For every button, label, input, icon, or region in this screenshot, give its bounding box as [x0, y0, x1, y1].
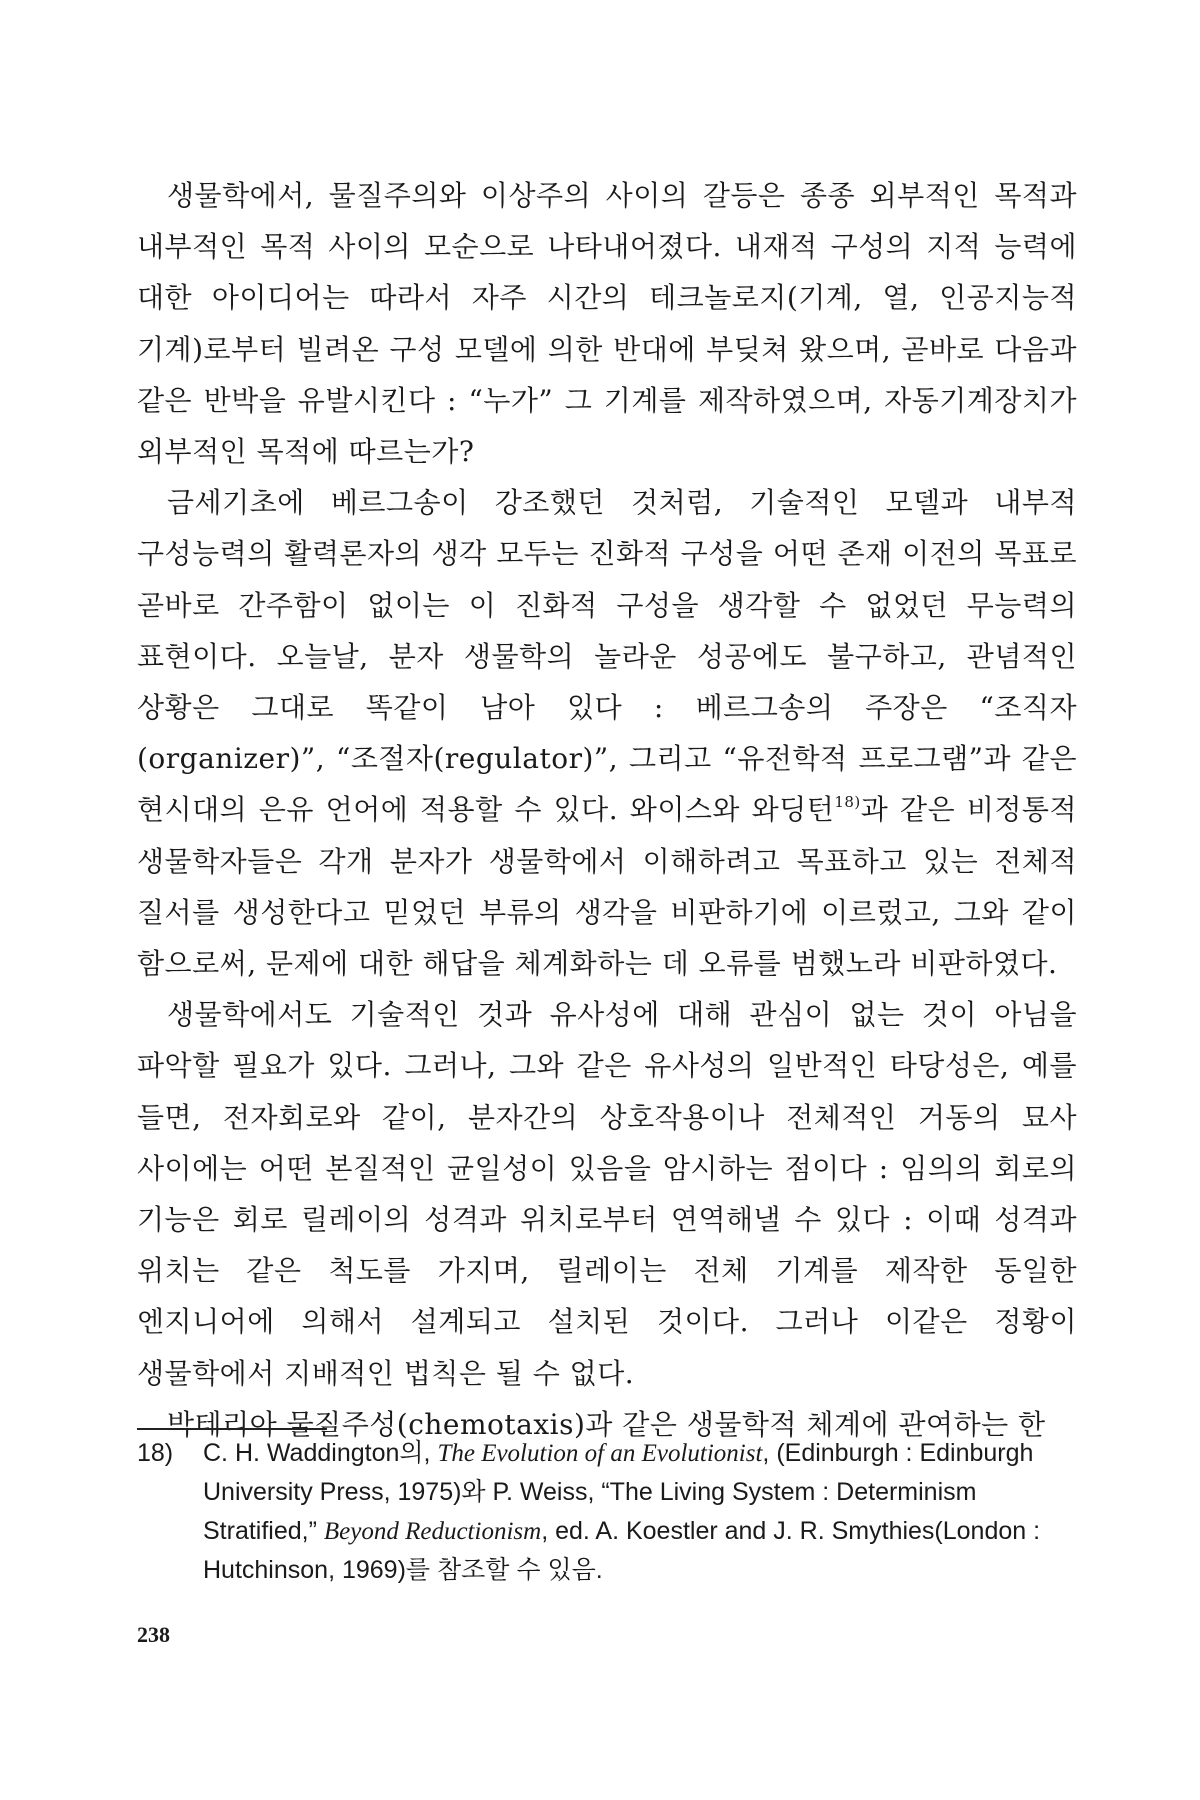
footnote-number: 18) — [137, 1439, 174, 1467]
paragraph-2 — [137, 477, 1077, 989]
paragraph-3: 생물학에서도 기술적인 것과 유사성에 대해 관심이 없는 것이 아님을 파악할 필요가 있다. 그러나, 그와 같은 유사성의 일반적인 타당성은, 예를 들면, 전자회로와 같이, 분자간의 상호작용이나 전체적인 거동의 묘사 사이에는 어떤 본질적인 균일성이 있음을 암시하는 점이다 : 임의의 회로의 기능은 회로 릴레이의 성격과 위치로부터 연역해낼 수 있다 : 이때 성격과 위치는 같은 척도를 가지며, 릴레이는 전체 기계를 제작한 동일한 엔지니어에 의해서 설계되고 설치된 것이다. 그러나 이같은 정황이 생물학에서 지배적인 법칙은 될 수 없다. — [137, 998, 1077, 1390]
paragraph-1: 생물학에서, 물질주의와 이상주의 사이의 갈등은 종종 외부적인 목적과 내부적인 목적 사이의 모순으로 나타내어졌다. 내재적 구성의 지적 능력에 대한 아이디어는 따라서 자주 시간의 테크놀로지(기계, 열, 인공지능적 기계)로부터 빌려온 구성 모델에 의한 반대에 부딪쳐 왔으며, 곧바로 다음과 같은 반박을 유발시킨다 : “누가” 그 기계를 제작하였으며, 자동기계장치가 외부적인 목적에 따르는가? — [137, 179, 1077, 469]
body-text — [137, 170, 1077, 1450]
footnote-body — [203, 1434, 1077, 1590]
footnote-book-title-2: Beyond Reductionism — [323, 1518, 542, 1545]
footnote-text-part-2: , (Edinburgh : Edinburgh University Press, 1975)와 P. Weiss, “The Living System : Determinism Stratified,” — [203, 1439, 1034, 1545]
footnote-text-part-3: , ed. A. Koestler and J. R. Smythies(London : Hutchinson, 1969)를 참조할 수 있음. — [203, 1517, 1041, 1584]
footnote-divider — [137, 1428, 327, 1430]
paragraph-2-text-after: 과 같은 비정통적 생물학자들은 각개 분자가 생물학에서 이해하려고 목표하고 있는 전체적 질서를 생성한다고 믿었던 부류의 생각을 비판하기에 이르렀고, 그와 같이 함으로써, 문제에 대한 해답을 체계화하는 데 오류를 범했노라 비판하였다. — [137, 793, 1078, 981]
footnote — [137, 1434, 1077, 1590]
footnote-book-title-1: The Evolution of an Evolutionist — [437, 1440, 763, 1467]
page-number: 238 — [137, 1622, 170, 1647]
paragraph-4: 박테리아 물질주성(chemotaxis)과 같은 생물학적 체계에 관여하는 한 — [167, 1407, 1046, 1441]
footnote-text-part-1: C. H. Waddington의, — [203, 1439, 438, 1467]
footnote-reference: 18) — [834, 793, 861, 812]
paragraph-2-text-before: 금세기초에 베르그송이 강조했던 것처럼, 기술적인 모델과 내부적 구성능력의 활력론자의 생각 모두는 진화적 구성을 어떤 존재 이전의 목표로 곧바로 간주함이 없이는 이 진화적 구성을 생각할 수 없었던 무능력의 표현이다. 오늘날, 분자 생물학의 놀라운 성공에도 불구하고, 관념적인 상황은 그대로 똑같이 남아 있다 : 베르그송의 주장은 “조직자(organizer)”, “조절자(regulator)”, 그리고 “유전학적 프로그램”과 같은 현시대의 은유 언어에 적용할 수 있다. 와이스와 와딩턴 — [137, 486, 1077, 827]
